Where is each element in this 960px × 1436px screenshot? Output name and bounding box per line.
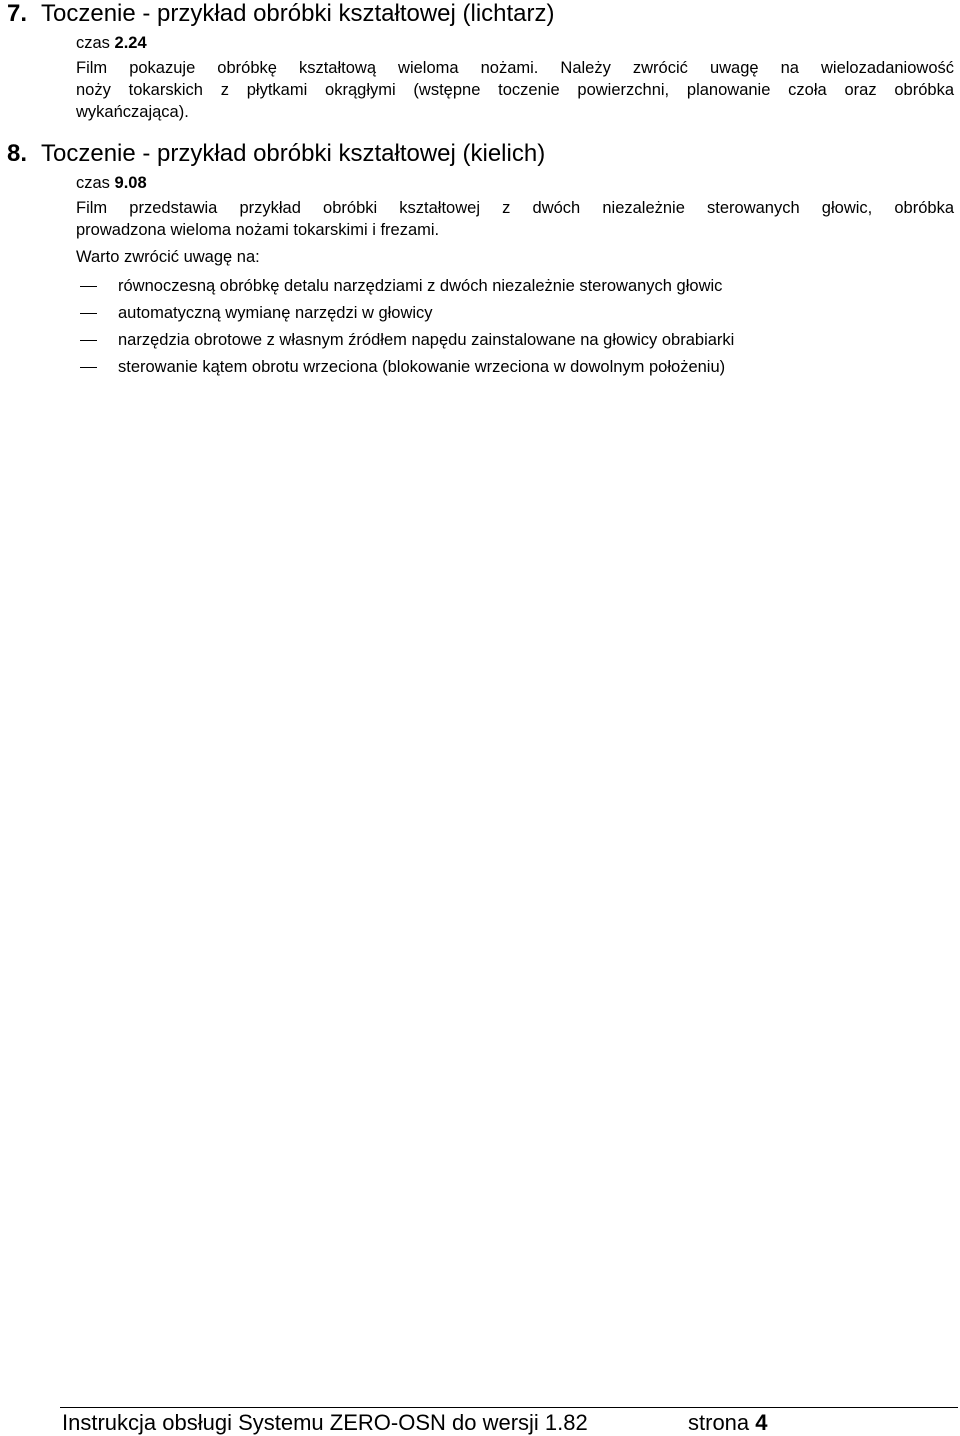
section-8-number: 8. xyxy=(7,140,28,167)
section-8-time xyxy=(76,173,147,193)
footer-page-number: 4 xyxy=(755,1410,768,1435)
dash-bullet-icon xyxy=(80,286,97,287)
section-8-time-prefix: czas xyxy=(76,174,115,192)
footer-divider xyxy=(60,1407,958,1408)
footer-doc-title: Instrukcja obsługi Systemu ZERO-OSN do wersji 1.82 xyxy=(62,1410,588,1435)
dash-bullet-icon xyxy=(80,367,97,368)
section-7-title: Toczenie - przykład obróbki kształtowej (lichtarz) xyxy=(41,0,555,27)
section-7-time-value: 2.24 xyxy=(114,34,147,52)
section-7-desc-line: wykańczająca). xyxy=(76,103,189,121)
footer-page-label: strona xyxy=(688,1410,756,1435)
section-8-description xyxy=(76,197,954,241)
dash-bullet-icon xyxy=(80,313,97,314)
section-7-description xyxy=(76,57,954,123)
section-7-time xyxy=(76,33,147,53)
section-7-time-prefix: czas xyxy=(76,34,115,52)
section-7-heading xyxy=(7,0,555,28)
section-7-desc-line: noży tokarskich z płytkami okrągłymi (wstępne toczenie powierzchni, planowanie czoła oraz obróbka xyxy=(76,81,954,99)
section-7-desc-line: Film pokazuje obróbkę kształtową wieloma nożami. Należy zwrócić uwagę na wielozadaniowość xyxy=(76,59,954,77)
dash-bullet-icon xyxy=(80,340,97,341)
footer-page-indicator xyxy=(688,1410,768,1436)
section-8-desc-line: Film przedstawia przykład obróbki kształtowej z dwóch niezależnie sterowanych głowic, obróbka xyxy=(76,199,954,217)
bullet-text: automatyczną wymianę narzędzi w głowicy xyxy=(118,304,433,322)
section-8-heading xyxy=(7,140,545,168)
bullet-text: sterowanie kątem obrotu wrzeciona (blokowanie wrzeciona w dowolnym położeniu) xyxy=(118,358,726,376)
section-8-note-intro: Warto zwrócić uwagę na: xyxy=(76,248,260,266)
section-8-desc-line: prowadzona wieloma nożami tokarskimi i frezami. xyxy=(76,221,440,239)
bullet-text: równoczesną obróbkę detalu narzędziami z dwóch niezależnie sterowanych głowic xyxy=(118,277,723,295)
section-8-title: Toczenie - przykład obróbki kształtowej (kielich) xyxy=(41,140,546,167)
bullet-text: narzędzia obrotowe z własnym źródłem napędu zainstalowane na głowicy obrabiarki xyxy=(118,331,735,349)
section-8-time-value: 9.08 xyxy=(114,174,147,192)
section-7-number: 7. xyxy=(7,0,28,27)
